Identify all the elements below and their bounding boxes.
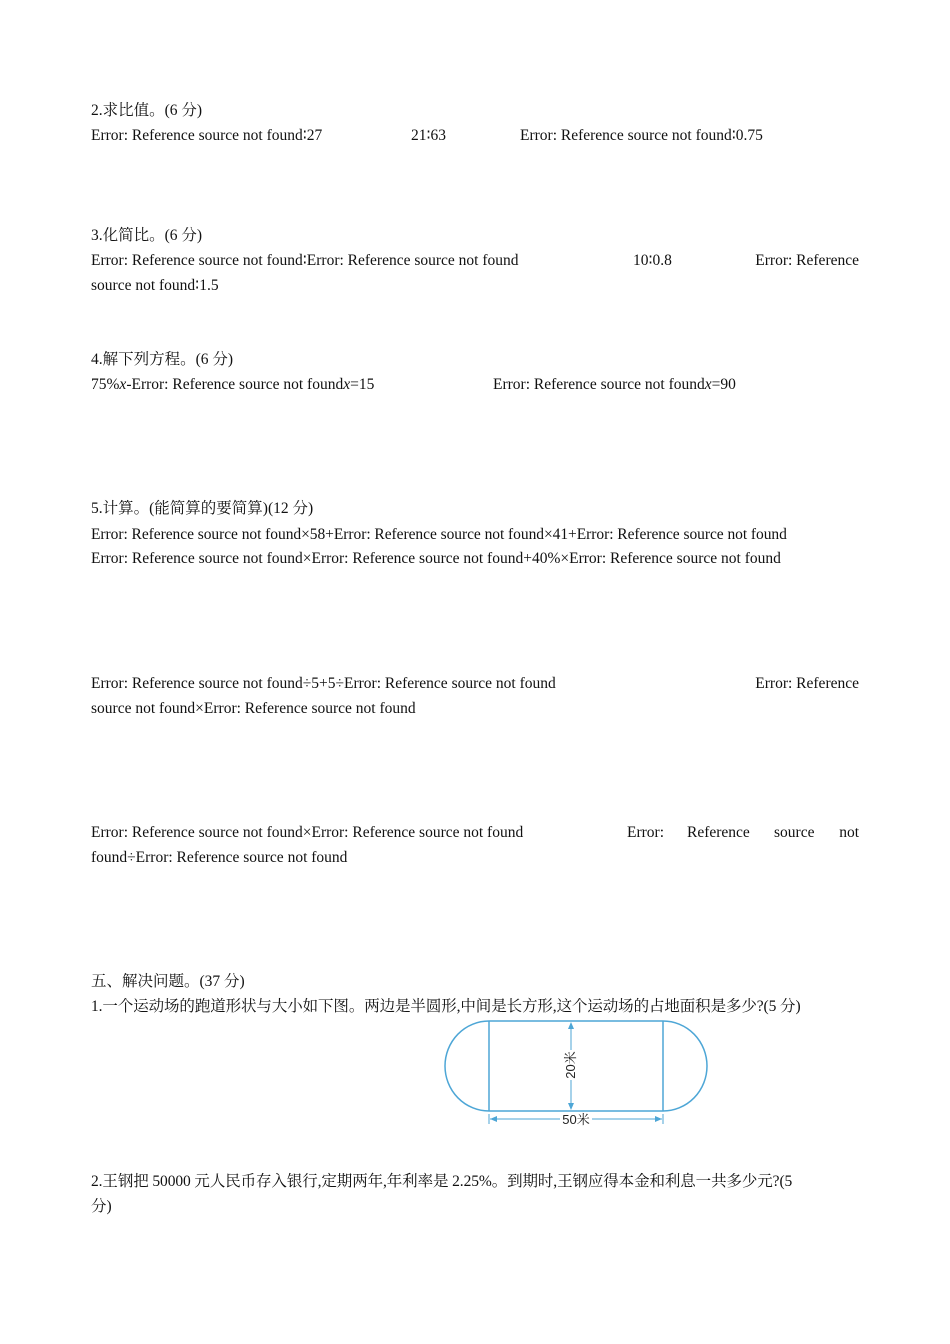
- q5-row-4-word-3: source: [774, 824, 815, 841]
- q4-heading: 4.解下列方程。(6 分): [91, 351, 234, 368]
- problem-2-text: 2.王钢把 50000 元人民币存入银行,定期两年,年利率是 2.25%。到期时,王钢应得本金和利息一共多少元?(5: [91, 1173, 793, 1190]
- track-diagram: [440, 1014, 712, 1132]
- q5-row-4-word-2: Reference: [687, 824, 750, 841]
- q2-heading: 2.求比值。(6 分): [91, 102, 203, 119]
- arrowhead-left-icon: [490, 1116, 497, 1122]
- q2-item-1: Error: Reference source not found∶27: [91, 127, 323, 144]
- q5-row-4-word-1: Error:: [627, 824, 665, 841]
- q5-heading: 5.计算。(能简算的要简算)(12 分): [91, 500, 314, 517]
- q5-row-3-expr-1: Error: Reference source not found÷5+5÷Error: Reference source not found: [91, 675, 556, 692]
- q4-equation-1: 75%x-Error: Reference source not foundx=15: [91, 376, 375, 393]
- problem-1-text: 1.一个运动场的跑道形状与大小如下图。两边是半圆形,中间是长方形,这个运动场的占地面积是多少?(5 分): [91, 998, 801, 1015]
- problem-2-text-wrap: 分): [91, 1198, 112, 1215]
- arrowhead-up-icon: [568, 1022, 574, 1029]
- variable-x: x: [704, 376, 712, 393]
- arrowhead-right-icon: [655, 1116, 662, 1122]
- q5-row-4-wrap: found÷Error: Reference source not found: [91, 849, 348, 866]
- q5-row-1: Error: Reference source not found×58+Error: Reference source not found×41+Error: Reference source not found: [91, 526, 787, 543]
- q4-equation-2: Error: Reference source not foundx=90: [493, 376, 736, 393]
- width-label: 50米: [562, 1112, 590, 1127]
- q3-item-2: 10∶0.8: [633, 252, 672, 269]
- q2-item-3: Error: Reference source not found∶0.75: [520, 127, 763, 144]
- q5-row-3-wrap: source not found×Error: Reference source not found: [91, 700, 416, 717]
- q3-item-1: Error: Reference source not found∶Error: Reference source not found: [91, 252, 519, 269]
- height-label: 20米: [563, 1051, 578, 1079]
- q5-row-4-word-4: not: [839, 824, 859, 841]
- section-5-heading: 五、解决问题。(37 分): [91, 973, 245, 990]
- variable-x: x: [119, 376, 127, 393]
- q2-item-2: 21∶63: [411, 127, 447, 144]
- variable-x: x: [343, 376, 351, 393]
- arrowhead-down-icon: [568, 1103, 574, 1110]
- q3-item-3: Error: Reference: [755, 252, 859, 269]
- q5-row-4-expr-1: Error: Reference source not found×Error: Reference source not found: [91, 824, 524, 841]
- q3-heading: 3.化简比。(6 分): [91, 227, 203, 244]
- q5-row-2: Error: Reference source not found×Error: Reference source not found+40%×Error: Reference source not found: [91, 550, 781, 567]
- q5-row-3-expr-2: Error: Reference: [755, 675, 859, 692]
- q3-item-3-wrap: source not found∶1.5: [91, 277, 219, 294]
